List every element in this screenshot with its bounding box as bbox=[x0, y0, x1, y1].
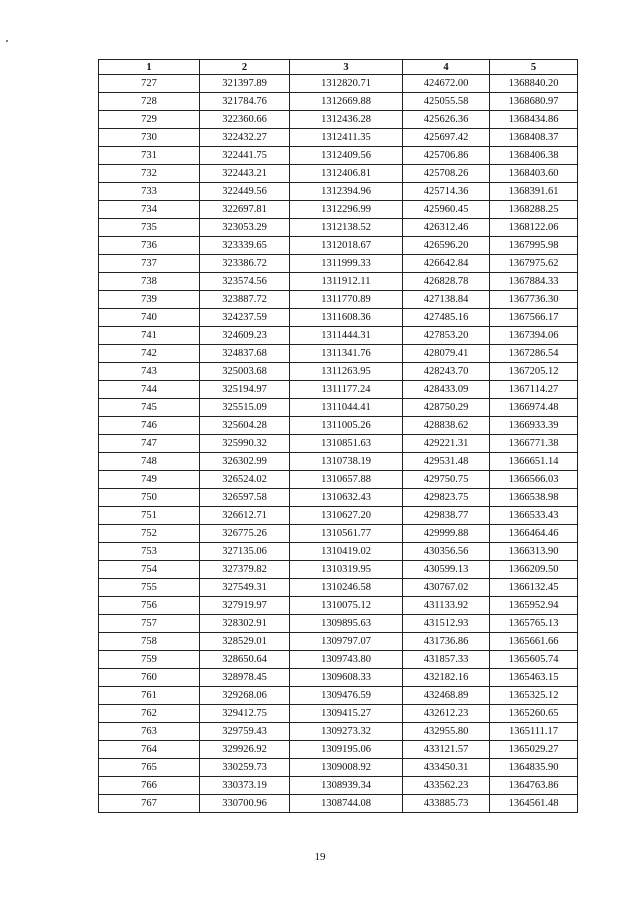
table-cell: 1368680.97 bbox=[490, 93, 578, 111]
table-cell: 1368434.86 bbox=[490, 111, 578, 129]
table-cell: 325515.09 bbox=[200, 399, 290, 417]
table-body bbox=[99, 75, 578, 813]
table-cell: 325003.68 bbox=[200, 363, 290, 381]
table-cell: 737 bbox=[99, 255, 200, 273]
table-row bbox=[99, 345, 578, 363]
table-row bbox=[99, 201, 578, 219]
table-cell: 733 bbox=[99, 183, 200, 201]
table-row bbox=[99, 579, 578, 597]
table-cell: 1368408.37 bbox=[490, 129, 578, 147]
table-cell: 1366533.43 bbox=[490, 507, 578, 525]
table-cell: 431512.93 bbox=[403, 615, 490, 633]
table-cell: 1368122.06 bbox=[490, 219, 578, 237]
table-cell: 329759.43 bbox=[200, 723, 290, 741]
table-cell: 750 bbox=[99, 489, 200, 507]
table-cell: 1365325.12 bbox=[490, 687, 578, 705]
table-cell: 1309743.80 bbox=[290, 651, 403, 669]
table-cell: 1364763.86 bbox=[490, 777, 578, 795]
table-cell: 747 bbox=[99, 435, 200, 453]
table-cell: 426596.20 bbox=[403, 237, 490, 255]
table-cell: 1309415.27 bbox=[290, 705, 403, 723]
table-row bbox=[99, 795, 578, 813]
table-row bbox=[99, 777, 578, 795]
table-cell: 740 bbox=[99, 309, 200, 327]
table-cell: 741 bbox=[99, 327, 200, 345]
table-row bbox=[99, 291, 578, 309]
table-cell: 323386.72 bbox=[200, 255, 290, 273]
table-cell: 1309895.63 bbox=[290, 615, 403, 633]
table-cell: 427138.84 bbox=[403, 291, 490, 309]
table-cell: 1311770.89 bbox=[290, 291, 403, 309]
table-row bbox=[99, 723, 578, 741]
table-cell: 1312406.81 bbox=[290, 165, 403, 183]
table-cell: 1366464.46 bbox=[490, 525, 578, 543]
table-cell: 326302.99 bbox=[200, 453, 290, 471]
table-cell: 1310738.19 bbox=[290, 453, 403, 471]
table-cell: 1368288.25 bbox=[490, 201, 578, 219]
table-cell: 1365605.74 bbox=[490, 651, 578, 669]
table-cell: 1364835.90 bbox=[490, 759, 578, 777]
table-cell: 326597.58 bbox=[200, 489, 290, 507]
table-cell: 1311177.24 bbox=[290, 381, 403, 399]
table-cell: 429838.77 bbox=[403, 507, 490, 525]
table-cell: 428079.41 bbox=[403, 345, 490, 363]
table-cell: 730 bbox=[99, 129, 200, 147]
table-cell: 425706.86 bbox=[403, 147, 490, 165]
table-cell: 426828.78 bbox=[403, 273, 490, 291]
table-cell: 1310657.88 bbox=[290, 471, 403, 489]
table-cell: 765 bbox=[99, 759, 200, 777]
table-cell: 327919.97 bbox=[200, 597, 290, 615]
table-cell: 1367286.54 bbox=[490, 345, 578, 363]
table-cell: 1312820.71 bbox=[290, 75, 403, 93]
table-cell: 433885.73 bbox=[403, 795, 490, 813]
table-cell: 327379.82 bbox=[200, 561, 290, 579]
table-row bbox=[99, 561, 578, 579]
table-cell: 1365463.15 bbox=[490, 669, 578, 687]
table-row bbox=[99, 741, 578, 759]
table-cell: 1310075.12 bbox=[290, 597, 403, 615]
table-cell: 329926.92 bbox=[200, 741, 290, 759]
table-cell: 1366209.50 bbox=[490, 561, 578, 579]
table-row bbox=[99, 129, 578, 147]
table-cell: 1309797.07 bbox=[290, 633, 403, 651]
table-row bbox=[99, 183, 578, 201]
table-cell: 429999.88 bbox=[403, 525, 490, 543]
table-cell: 742 bbox=[99, 345, 200, 363]
table-cell: 763 bbox=[99, 723, 200, 741]
table-cell: 745 bbox=[99, 399, 200, 417]
table-cell: 739 bbox=[99, 291, 200, 309]
table-cell: 1368391.61 bbox=[490, 183, 578, 201]
table-row bbox=[99, 615, 578, 633]
table-cell: 329412.75 bbox=[200, 705, 290, 723]
table-cell: 1368406.38 bbox=[490, 147, 578, 165]
page-number: 19 bbox=[314, 851, 326, 863]
table-row bbox=[99, 363, 578, 381]
table-cell: 425708.26 bbox=[403, 165, 490, 183]
column-header: 5 bbox=[490, 60, 578, 75]
table-cell: 1310246.58 bbox=[290, 579, 403, 597]
table-cell: 1312436.28 bbox=[290, 111, 403, 129]
table-cell: 325194.97 bbox=[200, 381, 290, 399]
table-cell: 323574.56 bbox=[200, 273, 290, 291]
table-cell: 1366771.38 bbox=[490, 435, 578, 453]
table-row bbox=[99, 507, 578, 525]
table-row bbox=[99, 327, 578, 345]
table-cell: 1312409.56 bbox=[290, 147, 403, 165]
table-cell: 424672.00 bbox=[403, 75, 490, 93]
table-cell: 1310632.43 bbox=[290, 489, 403, 507]
table-cell: 428433.09 bbox=[403, 381, 490, 399]
table-cell: 425697.42 bbox=[403, 129, 490, 147]
table-cell: 322697.81 bbox=[200, 201, 290, 219]
table-cell: 1311005.26 bbox=[290, 417, 403, 435]
table-cell: 1366132.45 bbox=[490, 579, 578, 597]
table-cell: 756 bbox=[99, 597, 200, 615]
table-cell: 744 bbox=[99, 381, 200, 399]
header-row bbox=[99, 60, 578, 75]
table-cell: 429221.31 bbox=[403, 435, 490, 453]
table-cell: 1309195.06 bbox=[290, 741, 403, 759]
table-cell: 1311444.31 bbox=[290, 327, 403, 345]
table-cell: 325604.28 bbox=[200, 417, 290, 435]
table-cell: 430767.02 bbox=[403, 579, 490, 597]
table-cell: 1311341.76 bbox=[290, 345, 403, 363]
table-cell: 734 bbox=[99, 201, 200, 219]
table-cell: 322441.75 bbox=[200, 147, 290, 165]
table-cell: 1365952.94 bbox=[490, 597, 578, 615]
table-cell: 735 bbox=[99, 219, 200, 237]
table-cell: 1312411.35 bbox=[290, 129, 403, 147]
table-cell: 328529.01 bbox=[200, 633, 290, 651]
table-cell: 428243.70 bbox=[403, 363, 490, 381]
table-cell: 1312394.96 bbox=[290, 183, 403, 201]
table-cell: 432612.23 bbox=[403, 705, 490, 723]
table-cell: 1367114.27 bbox=[490, 381, 578, 399]
table-cell: 321784.76 bbox=[200, 93, 290, 111]
table-cell: 1366974.48 bbox=[490, 399, 578, 417]
table-cell: 754 bbox=[99, 561, 200, 579]
table-cell: 431133.92 bbox=[403, 597, 490, 615]
table-cell: 1366538.98 bbox=[490, 489, 578, 507]
table-row bbox=[99, 471, 578, 489]
table-cell: 323887.72 bbox=[200, 291, 290, 309]
table-cell: 1309608.33 bbox=[290, 669, 403, 687]
table-cell: 1366313.90 bbox=[490, 543, 578, 561]
table-cell: 755 bbox=[99, 579, 200, 597]
table-cell: 328650.64 bbox=[200, 651, 290, 669]
table-cell: 1368403.60 bbox=[490, 165, 578, 183]
table-cell: 760 bbox=[99, 669, 200, 687]
table-cell: 433562.23 bbox=[403, 777, 490, 795]
table-cell: 433450.31 bbox=[403, 759, 490, 777]
table-cell: 728 bbox=[99, 93, 200, 111]
table-cell: 326775.26 bbox=[200, 525, 290, 543]
table-cell: 427485.16 bbox=[403, 309, 490, 327]
table-cell: 327549.31 bbox=[200, 579, 290, 597]
table-row bbox=[99, 687, 578, 705]
table-cell: 1365029.27 bbox=[490, 741, 578, 759]
table-cell: 762 bbox=[99, 705, 200, 723]
column-header: 1 bbox=[99, 60, 200, 75]
table-cell: 322443.21 bbox=[200, 165, 290, 183]
table-cell: 323339.65 bbox=[200, 237, 290, 255]
table-cell: 1367205.12 bbox=[490, 363, 578, 381]
table-cell: 1366933.39 bbox=[490, 417, 578, 435]
column-header: 4 bbox=[403, 60, 490, 75]
table-row bbox=[99, 147, 578, 165]
table-cell: 326612.71 bbox=[200, 507, 290, 525]
table-cell: 1367884.33 bbox=[490, 273, 578, 291]
table-cell: 1312296.99 bbox=[290, 201, 403, 219]
table-row bbox=[99, 237, 578, 255]
table-cell: 432468.89 bbox=[403, 687, 490, 705]
table-row bbox=[99, 93, 578, 111]
table-cell: 743 bbox=[99, 363, 200, 381]
table-cell: 1311912.11 bbox=[290, 273, 403, 291]
table-row bbox=[99, 381, 578, 399]
table-cell: 757 bbox=[99, 615, 200, 633]
table-cell: 732 bbox=[99, 165, 200, 183]
table-row bbox=[99, 417, 578, 435]
table-cell: 759 bbox=[99, 651, 200, 669]
table-cell: 767 bbox=[99, 795, 200, 813]
table-cell: 427853.20 bbox=[403, 327, 490, 345]
table-cell: 736 bbox=[99, 237, 200, 255]
table-cell: 764 bbox=[99, 741, 200, 759]
table-cell: 1367995.98 bbox=[490, 237, 578, 255]
table-cell: 1310319.95 bbox=[290, 561, 403, 579]
table-cell: 1310561.77 bbox=[290, 525, 403, 543]
table-cell: 323053.29 bbox=[200, 219, 290, 237]
table-cell: 426312.46 bbox=[403, 219, 490, 237]
table-cell: 1367736.30 bbox=[490, 291, 578, 309]
table-cell: 1312138.52 bbox=[290, 219, 403, 237]
table-row bbox=[99, 453, 578, 471]
table-cell: 429750.75 bbox=[403, 471, 490, 489]
table-cell: 329268.06 bbox=[200, 687, 290, 705]
table-row bbox=[99, 489, 578, 507]
coordinates-table bbox=[98, 59, 578, 813]
table-cell: 748 bbox=[99, 453, 200, 471]
table-cell: 328978.45 bbox=[200, 669, 290, 687]
table-cell: 330259.73 bbox=[200, 759, 290, 777]
table-cell: 322432.27 bbox=[200, 129, 290, 147]
table-cell: 727 bbox=[99, 75, 200, 93]
column-header: 3 bbox=[290, 60, 403, 75]
table-cell: 746 bbox=[99, 417, 200, 435]
table-cell: 752 bbox=[99, 525, 200, 543]
table-cell: 425960.45 bbox=[403, 201, 490, 219]
table-cell: 431736.86 bbox=[403, 633, 490, 651]
table-cell: 429531.48 bbox=[403, 453, 490, 471]
table-cell: 758 bbox=[99, 633, 200, 651]
table-row bbox=[99, 597, 578, 615]
table-cell: 330700.96 bbox=[200, 795, 290, 813]
table-cell: 1367394.06 bbox=[490, 327, 578, 345]
table-cell: 738 bbox=[99, 273, 200, 291]
table-row bbox=[99, 75, 578, 93]
table-cell: 1308939.34 bbox=[290, 777, 403, 795]
table-cell: 731 bbox=[99, 147, 200, 165]
table-cell: 1311999.33 bbox=[290, 255, 403, 273]
table-row bbox=[99, 255, 578, 273]
table-cell: 749 bbox=[99, 471, 200, 489]
table-cell: 425714.36 bbox=[403, 183, 490, 201]
table-cell: 1365661.66 bbox=[490, 633, 578, 651]
table-cell: 1367566.17 bbox=[490, 309, 578, 327]
table-row bbox=[99, 543, 578, 561]
table-cell: 432955.80 bbox=[403, 723, 490, 741]
table-cell: 322360.66 bbox=[200, 111, 290, 129]
table-row bbox=[99, 219, 578, 237]
table-cell: 1308744.08 bbox=[290, 795, 403, 813]
table-cell: 1310851.63 bbox=[290, 435, 403, 453]
table-cell: 1311608.36 bbox=[290, 309, 403, 327]
table-cell: 1364561.48 bbox=[490, 795, 578, 813]
table-cell: 432182.16 bbox=[403, 669, 490, 687]
table-row bbox=[99, 525, 578, 543]
table-row bbox=[99, 435, 578, 453]
table-cell: 325990.32 bbox=[200, 435, 290, 453]
table-row bbox=[99, 309, 578, 327]
table-row bbox=[99, 759, 578, 777]
table-cell: 1368840.20 bbox=[490, 75, 578, 93]
table-cell: 430356.56 bbox=[403, 543, 490, 561]
table-cell: 1310419.02 bbox=[290, 543, 403, 561]
table-cell: 330373.19 bbox=[200, 777, 290, 795]
table-header bbox=[99, 60, 578, 75]
table-cell: 1312018.67 bbox=[290, 237, 403, 255]
table-cell: 766 bbox=[99, 777, 200, 795]
table-row bbox=[99, 633, 578, 651]
table-row bbox=[99, 705, 578, 723]
table-cell: 1309273.32 bbox=[290, 723, 403, 741]
table-cell: 1312669.88 bbox=[290, 93, 403, 111]
table-cell: 425055.58 bbox=[403, 93, 490, 111]
table-cell: 327135.06 bbox=[200, 543, 290, 561]
table-cell: 1365260.65 bbox=[490, 705, 578, 723]
column-header: 2 bbox=[200, 60, 290, 75]
table-cell: 430599.13 bbox=[403, 561, 490, 579]
table-cell: 1311263.95 bbox=[290, 363, 403, 381]
table-cell: 1309008.92 bbox=[290, 759, 403, 777]
table-cell: 1309476.59 bbox=[290, 687, 403, 705]
table-row bbox=[99, 399, 578, 417]
table-cell: 1310627.20 bbox=[290, 507, 403, 525]
table-row bbox=[99, 651, 578, 669]
table-cell: 1365111.17 bbox=[490, 723, 578, 741]
table-cell: 753 bbox=[99, 543, 200, 561]
table-row bbox=[99, 273, 578, 291]
table-row bbox=[99, 165, 578, 183]
table-cell: 1311044.41 bbox=[290, 399, 403, 417]
table-cell: 1366651.14 bbox=[490, 453, 578, 471]
table-cell: 431857.33 bbox=[403, 651, 490, 669]
table-cell: 428750.29 bbox=[403, 399, 490, 417]
table-cell: 433121.57 bbox=[403, 741, 490, 759]
table-row bbox=[99, 111, 578, 129]
scan-speck bbox=[6, 40, 8, 42]
table-cell: 426642.84 bbox=[403, 255, 490, 273]
table-cell: 1367975.62 bbox=[490, 255, 578, 273]
table-cell: 324609.23 bbox=[200, 327, 290, 345]
table-cell: 328302.91 bbox=[200, 615, 290, 633]
table-row bbox=[99, 669, 578, 687]
table-cell: 324237.59 bbox=[200, 309, 290, 327]
table-cell: 1365765.13 bbox=[490, 615, 578, 633]
table-cell: 429823.75 bbox=[403, 489, 490, 507]
table-cell: 1366566.03 bbox=[490, 471, 578, 489]
table-cell: 321397.89 bbox=[200, 75, 290, 93]
table-cell: 324837.68 bbox=[200, 345, 290, 363]
table-cell: 751 bbox=[99, 507, 200, 525]
table-cell: 322449.56 bbox=[200, 183, 290, 201]
table-cell: 729 bbox=[99, 111, 200, 129]
table-cell: 425626.36 bbox=[403, 111, 490, 129]
table-cell: 761 bbox=[99, 687, 200, 705]
table-cell: 428838.62 bbox=[403, 417, 490, 435]
table-cell: 326524.02 bbox=[200, 471, 290, 489]
